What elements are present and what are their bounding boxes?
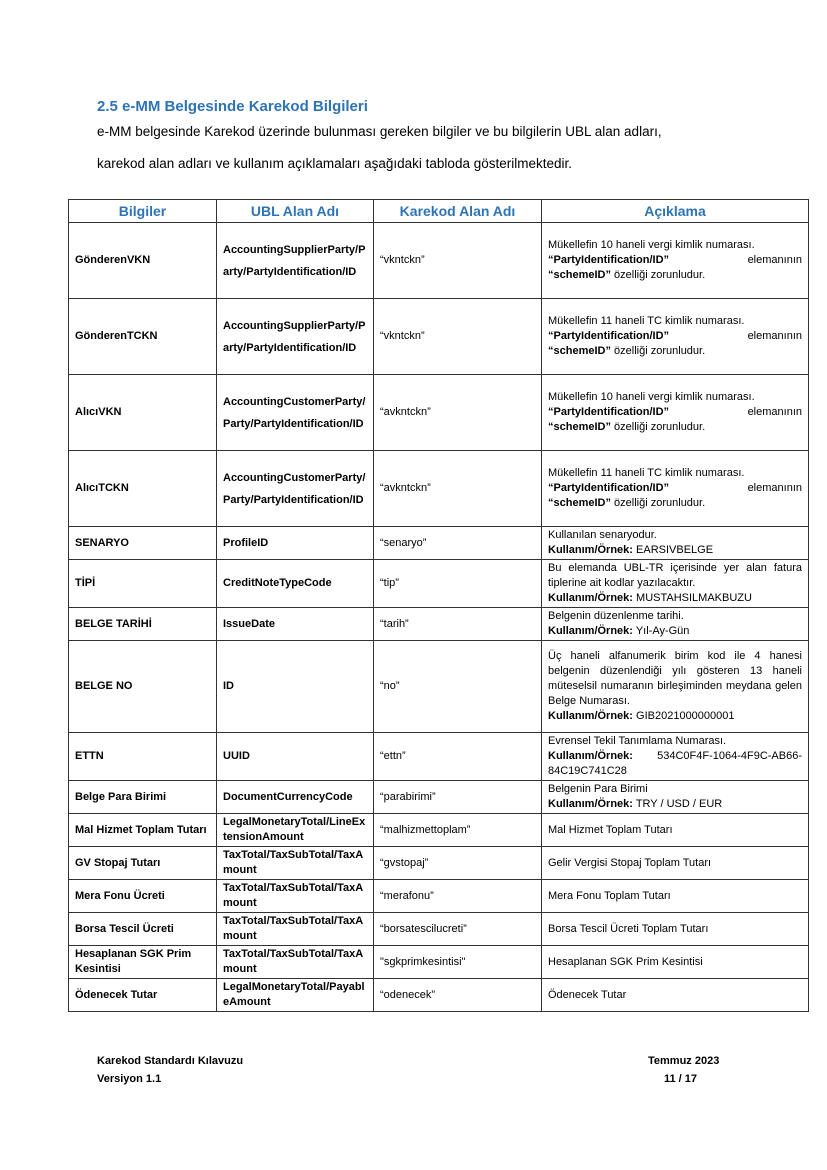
cell-bilgiler: ETTN (69, 733, 217, 781)
cell-ubl-alan-adi: ProfileID (217, 527, 374, 560)
example-line (548, 797, 802, 812)
header-bilgiler: Bilgiler (69, 200, 217, 223)
cell-bilgiler: SENARYO (69, 527, 217, 560)
cell-aciklama (542, 880, 809, 913)
footer-page-number: 11 / 17 (664, 1073, 698, 1085)
attribute-note: özelliği zorunludur. (614, 497, 706, 509)
description-text: Mal Hizmet Toplam Tutarı (548, 823, 673, 836)
cell-aciklama (542, 451, 809, 527)
cell-bilgiler: Mal Hizmet Toplam Tutarı (69, 814, 217, 847)
cell-karekod-alan-adi: “no” (374, 641, 542, 733)
cell-aciklama (542, 814, 809, 847)
attribute-name: “schemeID” (548, 269, 611, 281)
element-name: “PartyIdentification/ID” (548, 330, 670, 342)
intro-text-line-1: e-MM belgesinde Karekod üzerinde bulunması gereken bilgiler ve bu bilgilerin UBL alan adları, (97, 124, 662, 139)
cell-ubl-alan-adi: LegalMonetaryTotal/LineExtensionAmount (217, 814, 374, 847)
cell-karekod-alan-adi: “malhizmettoplam” (374, 814, 542, 847)
cell-aciklama (542, 560, 809, 608)
description-attribute-line (548, 420, 802, 435)
element-word: elemanının (747, 254, 802, 266)
table-row (69, 560, 809, 608)
cell-ubl-alan-adi: DocumentCurrencyCode (217, 781, 374, 814)
footer-version: Versiyon 1.1 (97, 1073, 162, 1085)
element-name: “PartyIdentification/ID” (548, 254, 670, 266)
cell-karekod-alan-adi: “merafonu” (374, 880, 542, 913)
description-attribute-line (548, 496, 802, 511)
cell-karekod-alan-adi: “tarih” (374, 608, 542, 641)
example-label: Kullanım/Örnek: (548, 544, 633, 556)
element-word: elemanının (747, 482, 802, 494)
description-text: Ödenecek Tutar (548, 988, 627, 1001)
header-aciklama: Açıklama (542, 200, 809, 223)
element-word: elemanının (747, 406, 802, 418)
description-attribute-line (548, 344, 802, 359)
example-value: MUSTAHSILMAKBUZU (636, 592, 752, 604)
attribute-name: “schemeID” (548, 345, 611, 357)
cell-karekod-alan-adi: “tip” (374, 560, 542, 608)
example-line (548, 749, 802, 779)
description-text: Hesaplanan SGK Prim Kesintisi (548, 955, 703, 968)
table-row (69, 641, 809, 733)
cell-bilgiler: Belge Para Birimi (69, 781, 217, 814)
example-value: EARSIVBELGE (636, 544, 714, 556)
table-header-row (69, 200, 809, 223)
cell-karekod-alan-adi: “gvstopaj” (374, 847, 542, 880)
cell-ubl-alan-adi: AccountingCustomerParty/Party/PartyIdentification/ID (217, 451, 374, 527)
cell-karekod-alan-adi: “odenecek” (374, 979, 542, 1012)
cell-karekod-alan-adi: “parabirimi” (374, 781, 542, 814)
description-element-line (548, 253, 802, 268)
cell-karekod-alan-adi: “borsatescilucreti” (374, 913, 542, 946)
cell-bilgiler: BELGE TARİHİ (69, 608, 217, 641)
cell-bilgiler: GV Stopaj Tutarı (69, 847, 217, 880)
description-text: Belgenin Para Birimi (548, 783, 648, 795)
cell-aciklama (542, 223, 809, 299)
element-name: “PartyIdentification/ID” (548, 406, 670, 418)
description-text: Kullanılan senaryodur. (548, 529, 657, 541)
example-line (548, 543, 802, 558)
cell-karekod-alan-adi: "sgkprimkesintisi" (374, 946, 542, 979)
footer-date: Temmuz 2023 (648, 1055, 720, 1067)
element-name: “PartyIdentification/ID” (548, 482, 670, 494)
cell-ubl-alan-adi: UUID (217, 733, 374, 781)
table-row (69, 946, 809, 979)
cell-ubl-alan-adi: AccountingSupplierParty/Party/PartyIdentification/ID (217, 299, 374, 375)
table-row (69, 527, 809, 560)
attribute-note: özelliği zorunludur. (614, 421, 706, 433)
table-row (69, 880, 809, 913)
cell-aciklama (542, 641, 809, 733)
example-value: 534C0F4F-1064-4F9C-AB66-84C19C741C28 (548, 750, 802, 777)
cell-bilgiler: GönderenVKN (69, 223, 217, 299)
cell-aciklama (542, 946, 809, 979)
description-text: Mükellefin 11 haneli TC kimlik numarası. (548, 315, 745, 327)
table-row (69, 814, 809, 847)
cell-karekod-alan-adi: “vkntckn” (374, 223, 542, 299)
cell-karekod-alan-adi: “ettn” (374, 733, 542, 781)
cell-ubl-alan-adi: TaxTotal/TaxSubTotal/TaxAmount (217, 847, 374, 880)
cell-ubl-alan-adi: TaxTotal/TaxSubTotal/TaxAmount (217, 913, 374, 946)
description-text: Mükellefin 10 haneli vergi kimlik numarası. (548, 391, 755, 403)
example-line (548, 624, 802, 639)
cell-aciklama (542, 527, 809, 560)
intro-text-line-2: karekod alan adları ve kullanım açıklamaları aşağıdaki tabloda gösterilmektedir. (97, 156, 572, 171)
cell-karekod-alan-adi: “vkntckn” (374, 299, 542, 375)
table-row (69, 979, 809, 1012)
cell-ubl-alan-adi: LegalMonetaryTotal/PayableAmount (217, 979, 374, 1012)
description-element-line (548, 405, 802, 420)
table-row (69, 451, 809, 527)
table-row (69, 781, 809, 814)
description-text: Üç haneli alfanumerik birim kod ile 4 hanesi belgenin düzenlendiği yılı gösteren 13 haneli müteselsil numaranın birleşiminden meydana gelen Belge Numarası. (548, 650, 802, 707)
table-row (69, 608, 809, 641)
cell-aciklama (542, 979, 809, 1012)
cell-bilgiler: TİPİ (69, 560, 217, 608)
cell-ubl-alan-adi: TaxTotal/TaxSubTotal/TaxAmount (217, 946, 374, 979)
cell-ubl-alan-adi: TaxTotal/TaxSubTotal/TaxAmount (217, 880, 374, 913)
cell-aciklama (542, 733, 809, 781)
cell-ubl-alan-adi: AccountingCustomerParty/Party/PartyIdentification/ID (217, 375, 374, 451)
cell-aciklama (542, 913, 809, 946)
example-label: Kullanım/Örnek: (548, 625, 633, 637)
example-label: Kullanım/Örnek: (548, 750, 633, 762)
element-word: elemanının (747, 330, 802, 342)
cell-bilgiler: Mera Fonu Ücreti (69, 880, 217, 913)
cell-ubl-alan-adi: AccountingSupplierParty/Party/PartyIdentification/ID (217, 223, 374, 299)
example-value: GIB2021000000001 (636, 710, 735, 722)
example-value: Yıl-Ay-Gün (635, 625, 690, 637)
description-attribute-line (548, 268, 802, 283)
attribute-name: “schemeID” (548, 421, 611, 433)
description-text: Bu elemanda UBL-TR içerisinde yer alan fatura tiplerine ait kodlar yazılacaktır. (548, 562, 802, 589)
table-row (69, 733, 809, 781)
description-element-line (548, 329, 802, 344)
example-label: Kullanım/Örnek: (548, 592, 633, 604)
cell-ubl-alan-adi: IssueDate (217, 608, 374, 641)
table-row (69, 847, 809, 880)
cell-bilgiler: AlıcıTCKN (69, 451, 217, 527)
attribute-note: özelliği zorunludur. (614, 269, 706, 281)
description-text: Mükellefin 11 haneli TC kimlik numarası. (548, 467, 745, 479)
cell-bilgiler: GönderenTCKN (69, 299, 217, 375)
cell-bilgiler: BELGE NO (69, 641, 217, 733)
example-label: Kullanım/Örnek: (548, 798, 633, 810)
cell-ubl-alan-adi: CreditNoteTypeCode (217, 560, 374, 608)
cell-karekod-alan-adi: “senaryo” (374, 527, 542, 560)
description-text: Gelir Vergisi Stopaj Toplam Tutarı (548, 856, 712, 869)
cell-karekod-alan-adi: “avkntckn” (374, 375, 542, 451)
table-row (69, 299, 809, 375)
cell-aciklama (542, 847, 809, 880)
example-label: Kullanım/Örnek: (548, 710, 633, 722)
cell-bilgiler: Ödenecek Tutar (69, 979, 217, 1012)
footer-doc-title: Karekod Standardı Kılavuzu (97, 1055, 244, 1067)
table-row (69, 223, 809, 299)
description-element-line (548, 481, 802, 496)
cell-bilgiler: Borsa Tescil Ücreti (69, 913, 217, 946)
table-row (69, 913, 809, 946)
description-text: Evrensel Tekil Tanımlama Numarası. (548, 735, 727, 747)
attribute-name: “schemeID” (548, 497, 611, 509)
description-text: Mera Fonu Toplam Tutarı (548, 889, 671, 902)
cell-aciklama (542, 375, 809, 451)
cell-bilgiler: Hesaplanan SGK Prim Kesintisi (69, 946, 217, 979)
description-text: Mükellefin 10 haneli vergi kimlik numarası. (548, 239, 755, 251)
cell-ubl-alan-adi: ID (217, 641, 374, 733)
cell-aciklama (542, 299, 809, 375)
cell-aciklama (542, 781, 809, 814)
table-row (69, 375, 809, 451)
description-text: Borsa Tescil Ücreti Toplam Tutarı (548, 922, 709, 935)
section-title: 2.5 e-MM Belgesinde Karekod Bilgileri (97, 98, 368, 115)
example-line (548, 591, 802, 606)
karekod-fields-table (68, 199, 809, 1012)
header-ubl-alan-adi: UBL Alan Adı (217, 200, 374, 223)
attribute-note: özelliği zorunludur. (614, 345, 706, 357)
cell-aciklama (542, 608, 809, 641)
header-karekod-alan-adi: Karekod Alan Adı (374, 200, 542, 223)
description-text: Belgenin düzenlenme tarihi. (548, 610, 684, 622)
cell-bilgiler: AlıcıVKN (69, 375, 217, 451)
example-value: TRY / USD / EUR (635, 798, 723, 810)
cell-karekod-alan-adi: “avkntckn” (374, 451, 542, 527)
example-line (548, 709, 802, 724)
